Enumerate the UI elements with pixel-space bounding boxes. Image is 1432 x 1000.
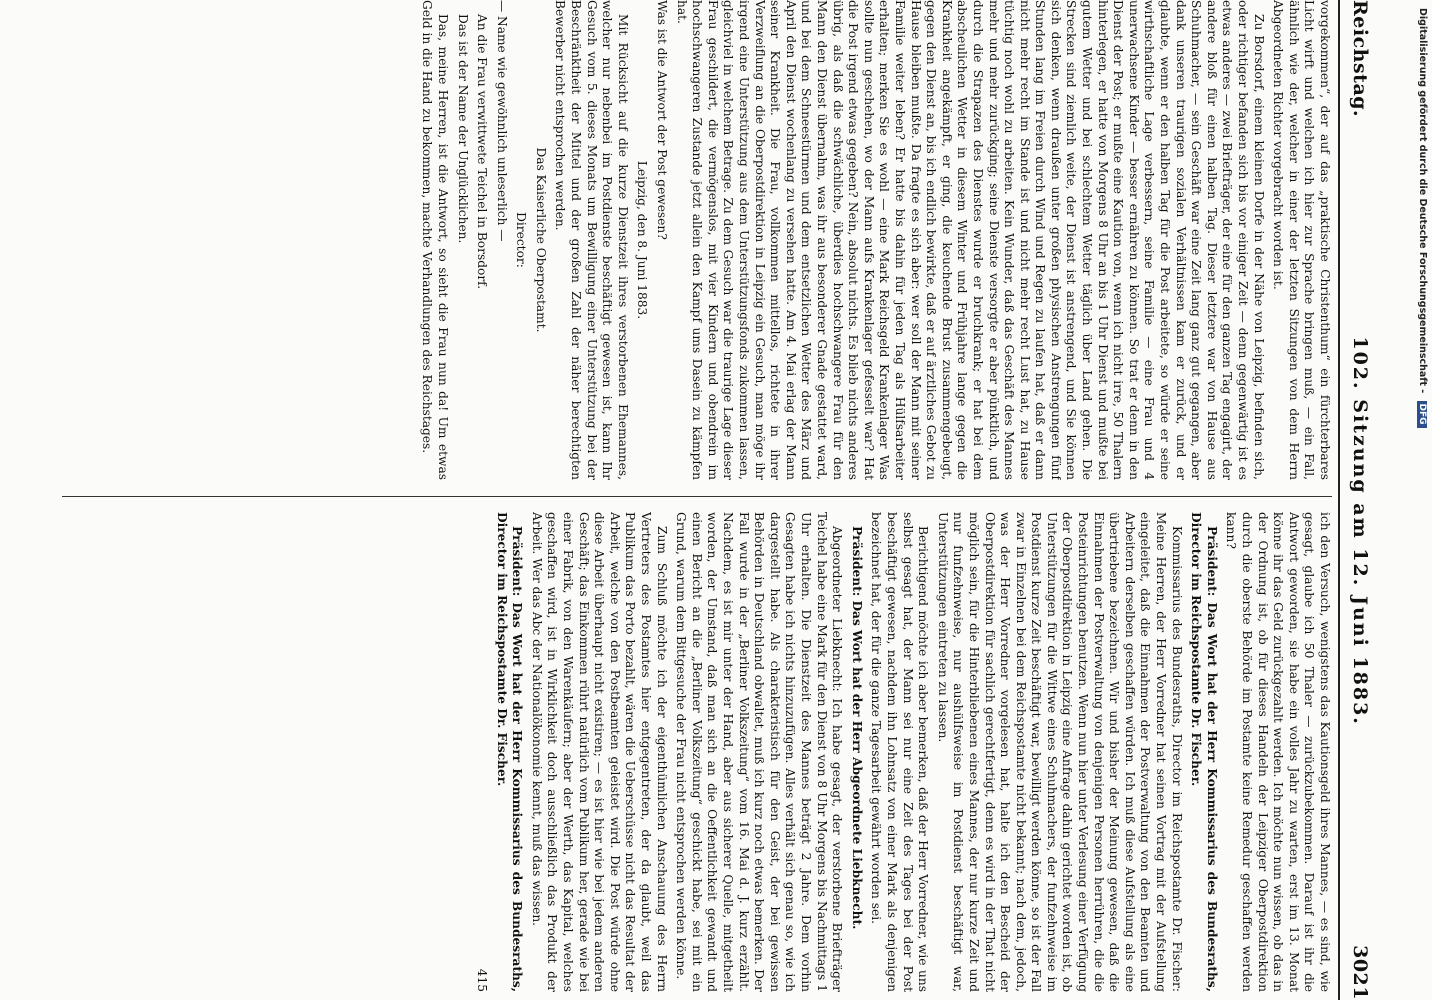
speech-paragraph: Zum Schluß möchte ich der eigenthümlichen Anschauung des Herrn Vertreters des Postamtes hier entgegentreten, der da glaubt, weil das Publikum das Porto bezahlt, wären die Ueberschüsse nicht das Resultat der Arbeit, welche von den Postbeamten geleistet wird. Die Post würde ohne diese Arbeit überhaupt nicht existiren; — es ist hier wie bei jedem anderen Geschäft; das Einkommen rührt natürlich vom Publikum her, gerade wie bei einer Fabrik, von den Warenkäufern; aber der Werth, das Kapital, welches geschaffen wird, ist in Wirklichkeit doch ausschließlich das Produkt der Arbeit. Wer das Abc der Nationalökonomie kennt, muß das wissen.: [529, 512, 669, 992]
column-divider: [62, 496, 1332, 497]
speech-paragraph: Abgeordneter Liebknecht: Ich habe gesagt, der verstorbene Briefträger Teichel habe eine Mark für den Dienst von 8 Uhr Morgens bis Nachmittags 1 Uhr erhalten. Die Dienstzeit des Mannes beträgt 2 Jahre. Dem vorhin Gesagten habe ich nichts hinzuzufügen. Alles verhält sich genau so, wie ich dargestellt habe. Als charakteristisch für den Geist, der bei gewissen Behörden in Deutschland obwaltet, muß ich kurz noch etwas bemerken. Der Fall wurde in der „Berliner Volkszeitung“ vom 16. Mai d. J. kurz erzählt. Nachdem, es ist mir unter der Hand, aber aus sicherer Quelle, mitgetheilt worden, der Umstand, daß man sich an die Oeffentlichkeit gewandt und einen Bericht an die „Berliner Volkszeitung“ geschickt habe, sei mit ein Grund, warum dem Bittgesuche der Frau nicht entsprochen werden könne.: [674, 512, 845, 992]
letter-body: Mit Rücksicht auf die kurze Dienstzeit ihres verstorbenen Ehemannes, welcher nur nebenbei im Postdienste beschäftigt gewesen ist, kann Ihr Gesuch vom 5. dieses Monats um Bewilligung einer Unterstützung bei der Beschränktheit der Mittel und der großen Zahl der näher berechtigten Bewerber nicht entsprochen werden.: [553, 0, 630, 480]
speech-paragraph: Kommissarius des Bundesraths, Director im Reichspostamte Dr. Fischer: Meine Herren, der Herr Vorredner hat seinen Vortrag mit der Aufstellung eingeleitet, daß die Einnahmen der Postverwaltung von den Beamten und Arbeitern derselben geschaffen würden. Ich muß diese Aufstellung als eine übertriebene bezeichnen. Wir und bisher der Meinung gewesen, daß die Einnahmen der Postverwaltung von denjenigen Personen herrühren, die die Posteinrichtungen benutzen. Wenn nun hier unter Verlesung einer Verfügung der Oberpostdirektion in Leipzig eine Anfrage dahin gerichtet worden ist, ob Unterstützungen für die Wittwe eines Schuhmachers, der funfzehnweise im Postdienst kurze Zeit beschäftigt war, bewilligt werden könne, so ist der Fall zwar in Einzelnen bei dem Reichspostamte nicht bekannt; nach dem, jedoch, was der Herr Vorredner vorgelesen hat, halte ich den Bescheid der Oberpostdirektion für sachlich gerechtfertigt, denn es wird in der That nicht möglich sein, für die Hinterbliebenen eines Mannes, der nur kurze Zeit und nur funfzehnweise, nur aushülfsweise im Postdienst beschäftigt war, Unterstützungen eintreten zu lassen.: [935, 512, 1184, 992]
speech-paragraph: Berichtigend möchte ich aber bemerken, daß der Herr Vorredner, wie uns selbst gesagt hat, der Mann sei nur eine Zeit des Tages bei der Post beschäftigt gewesen, nachdem ihn Lohnsatz von einer Mark als denjenigen bezeichnet hat, der für die ganze Tagesarbeit gewährt worden sei.: [869, 512, 931, 992]
page-signature: 415: [475, 968, 490, 992]
header-page-number: 3021: [1349, 945, 1371, 1000]
letter-address: An die Frau verwittwete Teichel in Borsdorf.: [475, 14, 490, 290]
paragraph: ich den Versuch, wenigstens das Kautionsgeld ihres Mannes, — es sind, wie gesagt, glaube ich 50 Thaler — zurückzubekommen. Darauf ist ihr die Antwort geworden, sie habe ein volles Jahr zu warten, erst im 13. Monat könne ihr das Geld zurückgezahlt werden. Ich möchte nun wissen, ob das in der Ordnung ist, ob für dieses Handeln der Leipziger Oberpostdirektion durch die oberste Behörde im Postamte keine Remedur geschaffen werden kann?: [1224, 512, 1332, 992]
paragraph: Das ist der Name der Unglücklichen.: [455, 14, 470, 244]
speaker-paragraph: Präsident: Das Wort hat der Herr Abgeordnete Liebknecht.: [849, 526, 864, 930]
header-center: 102. Sitzung am 12. Juni 1883.: [1349, 336, 1371, 726]
page-header: [1338, 0, 1380, 1000]
speaker-paragraph: Präsident: Das Wort hat der Herr Kommissarius des Bundesraths, Director im Reichspostamte Dr. Fischer.: [1189, 512, 1219, 992]
digitization-text: Digitalisierung gefördert durch die Deutsche Forschungsgemeinschaft -: [1417, 8, 1428, 394]
letter-title: Director:: [514, 212, 529, 268]
paragraph: Das, meine Herren, ist die Antwort, so sieht die Frau nun da! Um etwas Geld in die Hand zu bekommen, machte Verhandlungen des Reichstages.: [420, 0, 450, 480]
left-column: [52, 0, 1332, 480]
paragraph: Was ist die Antwort der Post gewesen?: [655, 0, 670, 240]
speaker-paragraph: Präsident: Das Wort hat der Herr Kommissarius des Bundesraths, Director im Reichspostamte Dr. Fischer.: [494, 512, 525, 992]
paragraph: Zu Borsdorf, einem kleinen Dorfe in der Nähe von Leipzig, befinden sich, oder richtiger befanden sich bis vor einiger Zeit — denn gegenwärtig ist es etwas anderes — zwei Briefträger, der eine für den ganzen Tag engagirt, der andere bloß für einen halben Tag. Dieser letztere war von Hause aus Schuhmacher, — sein Geschäft war eine Zeit lang ganz gut gegangen, aber dank unseren traurigen sozialen Verhältnissen kam er zurück, und er glaubte, wenn er den halben Tag für die Post arbeitete, so würde er seine wirthschaftliche Lage verbessern, seine Familie — eine Frau und 4 unerwachsene Kinder — besser ernähren zu können. So trat er denn in den Dienst der Post; er mußte eine Kaution von, wenn ich nicht irre, 50 Thalern hinterlegen, er hatte von Morgens 8 Uhr an bis 1 Uhr Dienst und mußte bei gutem Wetter und bei schlechtem Wetter täglich über Land gehen. Die Strecken sind ziemlich weite, der Dienst ist anstrengend, und Sie können sich denken, wenn draußen unter großen physischen Anstrengungen fünf Stunden lang im Freien durch Wind und Regen zu laufen hat, daß er dann nicht mehr recht im Stande ist und nicht mehr recht Lust hat, zu Hause tüchtig noch wohl zu arbeiten. Kein Wunder, daß das Geschäft des Mannes mehr und mehr zurückging; seine Dienste versorgte er aber pünktlich, und durch die Strapazen des Dienstes wurde er bruchkrank; er hat bei dem abscheulichen Wetter in diesem Winter und Frühjahre lange gegen die Krankheit angekämpft, er ging, die keuchende Brust zusammengebeugt, gegen den Dienst an, bis ich endlich bewirkte, daß er auf ärztliches Gebot zu Hause bleiben mußte. Da fragte es sich aber: wer soll der Mann mit seiner Familie weiter leben? Er hatte bis dahin für jeden Tag als Hülfsarbeiter erhalten; merken Sie es wohl — eine Mark Reichsgeld Krankenlager Was sollte nun geschehen, wo der Mann aufs Krankenlager gefesselt war? Hat die Post irgend etwas gegeben? Nein, absolut nichts. Es blieb nichts anderes übrig, als daß die schwächliche, überdies hochschwangere Frau für den Mann den Dienst übernahm, was ihr aus besonderer Gnade gestattet ward, und bei dem Schneestürmen und dem entsetzlichen Wetter des März und April den Dienst wochenlang zu versehen hatte. Am 4. Mai erlag der Mann seiner Krankheit. Die Frau, vollkommen mittellos, richtete in ihrer Verzweiflung an die Oberpostdirektion in Leipzig ein Gesuch, man möge ihr irgend eine Unterstützung aus dem Unterstützungsfonds zukommen lassen, gleichviel in welchem Betrage. Zu dem Gesuch war die traurige Lage dieser Frau geschildert, die vermögenslos, mit vier Kindern und obendrein im hochschwangeren Zustande jetzt allein den Kampf ums Dasein zu kämpfen hat.: [674, 0, 1266, 480]
right-column: [52, 512, 1332, 992]
rotated-page-content: [50, 0, 1380, 1000]
paragraph: vorgekommen“, der auf das „praktische Christenthum“ ein fürchterbares Licht wirft und welchen ich hier zur Sprache bringen muß, — ein Fall, ähnlich wie der, welcher in einer der letzten Sitzungen von dem Herrn Abgeordneten Richter vorgebracht worden ist.: [1271, 0, 1332, 480]
letter-date: Leipzig, den 8. Juni 1883.: [635, 160, 650, 320]
letter-sender: Das Kaiserliche Oberpostamt.: [533, 147, 548, 333]
header-left: Reichstag.: [1349, 0, 1371, 118]
dfg-logo: DFG: [1417, 401, 1427, 428]
letter-signature: — Name wie gewöhnlich unleserlich —: [494, 0, 509, 242]
digitization-note: [1412, 8, 1430, 998]
